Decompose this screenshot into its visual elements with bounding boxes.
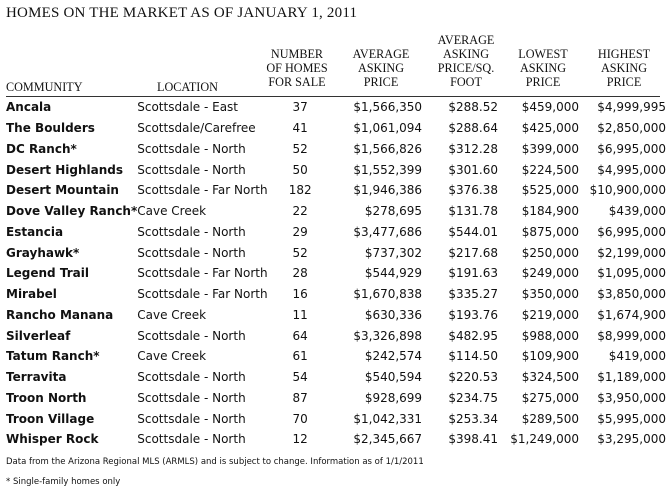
cell-high: $3,850,000 xyxy=(597,287,666,302)
table-row xyxy=(6,222,666,243)
cell-sqft: $482.95 xyxy=(448,328,499,343)
cell-location: Scottsdale - Far North xyxy=(137,183,268,198)
cell-low: $324,500 xyxy=(521,370,579,385)
cell-sqft: $193.76 xyxy=(448,307,499,322)
cell-high: $2,199,000 xyxy=(597,245,666,260)
cell-community: Terravita xyxy=(6,370,67,385)
table-row xyxy=(6,139,666,160)
table-row xyxy=(6,242,666,263)
cell-sqft: $217.68 xyxy=(448,245,499,260)
table-row xyxy=(6,97,666,118)
cell-community: Troon North xyxy=(6,390,87,405)
table-row xyxy=(6,408,666,429)
cell-low: $350,000 xyxy=(521,287,579,302)
cell-avg: $1,566,350 xyxy=(353,100,423,115)
table-row xyxy=(6,201,666,222)
cell-high: $2,850,000 xyxy=(597,121,666,136)
page-title: HOMES ON THE MARKET AS OF JANUARY 1, 2011 xyxy=(6,5,358,21)
cell-community: Ancala xyxy=(6,100,52,115)
header-community: COMMUNITY xyxy=(6,80,83,94)
cell-community: Desert Mountain xyxy=(6,183,119,198)
cell-low: $525,000 xyxy=(521,183,579,198)
cell-high: $6,995,000 xyxy=(597,141,666,156)
cell-avg: $1,670,838 xyxy=(353,287,423,302)
cell-avg: $540,594 xyxy=(364,370,423,385)
cell-community: Tatum Ranch* xyxy=(6,349,100,364)
cell-community: Silverleaf xyxy=(6,328,71,343)
footnote: * Single-family homes only xyxy=(6,477,121,487)
cell-high: $1,095,000 xyxy=(597,266,666,281)
cell-location: Scottsdale - North xyxy=(137,162,246,177)
cell-count: 11 xyxy=(292,307,308,322)
cell-count: 87 xyxy=(292,390,308,405)
cell-low: $224,500 xyxy=(521,162,579,177)
cell-high: $4,999,995 xyxy=(597,100,666,115)
cell-high: $3,295,000 xyxy=(597,432,666,447)
cell-sqft: $253.34 xyxy=(448,411,499,426)
header-count: NUMBER OF HOMES FOR SALE xyxy=(266,47,328,89)
cell-sqft: $114.50 xyxy=(448,349,499,364)
cell-count: 50 xyxy=(292,162,308,177)
table-row xyxy=(6,346,666,367)
header-location: LOCATION xyxy=(157,80,218,94)
cell-community: Estancia xyxy=(6,224,64,239)
cell-avg: $630,336 xyxy=(364,307,423,322)
cell-high: $10,900,000 xyxy=(589,183,666,198)
table-row xyxy=(6,388,666,409)
cell-high: $3,950,000 xyxy=(597,390,666,405)
cell-low: $425,000 xyxy=(521,121,579,136)
cell-low: $219,000 xyxy=(521,307,579,322)
cell-high: $1,189,000 xyxy=(597,370,666,385)
cell-community: Mirabel xyxy=(6,287,57,302)
cell-avg: $1,061,094 xyxy=(353,121,423,136)
cell-community: Whisper Rock xyxy=(6,432,99,447)
cell-avg: $242,574 xyxy=(364,349,423,364)
cell-count: 52 xyxy=(292,245,308,260)
header-price-per-sqft: AVERAGE ASKING PRICE/SQ. FOOT xyxy=(437,33,495,89)
cell-avg: $278,695 xyxy=(364,204,423,219)
cell-location: Scottsdale - North xyxy=(137,390,246,405)
table-row xyxy=(6,159,666,180)
cell-count: 70 xyxy=(292,411,308,426)
cell-avg: $1,042,331 xyxy=(353,411,423,426)
cell-community: The Boulders xyxy=(6,121,95,136)
cell-sqft: $301.60 xyxy=(448,162,499,177)
cell-count: 52 xyxy=(292,141,308,156)
cell-sqft: $544.01 xyxy=(448,224,499,239)
cell-sqft: $234.75 xyxy=(448,390,499,405)
cell-sqft: $220.53 xyxy=(448,370,499,385)
cell-location: Scottsdale - North xyxy=(137,432,246,447)
cell-low: $249,000 xyxy=(521,266,579,281)
table-row xyxy=(6,180,666,201)
cell-high: $5,995,000 xyxy=(597,411,666,426)
cell-sqft: $131.78 xyxy=(448,204,499,219)
cell-high: $419,000 xyxy=(608,349,666,364)
table-row xyxy=(6,118,666,139)
cell-low: $109,900 xyxy=(521,349,579,364)
cell-low: $988,000 xyxy=(521,328,579,343)
cell-avg: $1,552,399 xyxy=(353,162,423,177)
cell-community: Desert Highlands xyxy=(6,162,123,177)
table-row xyxy=(6,284,666,305)
cell-count: 61 xyxy=(292,349,308,364)
cell-count: 182 xyxy=(288,183,312,198)
cell-avg: $737,302 xyxy=(364,245,423,260)
cell-avg: $1,946,386 xyxy=(353,183,423,198)
cell-location: Scottsdale - North xyxy=(137,224,246,239)
cell-location: Scottsdale/Carefree xyxy=(137,121,256,136)
cell-count: 22 xyxy=(292,204,308,219)
cell-low: $184,900 xyxy=(521,204,579,219)
cell-count: 37 xyxy=(292,100,308,115)
cell-community: Grayhawk* xyxy=(6,245,80,260)
cell-count: 16 xyxy=(292,287,308,302)
cell-avg: $1,566,826 xyxy=(353,141,423,156)
cell-low: $399,000 xyxy=(521,141,579,156)
cell-location: Cave Creek xyxy=(137,204,207,219)
cell-community: Legend Trail xyxy=(6,266,89,281)
table-row xyxy=(6,367,666,388)
cell-sqft: $312.28 xyxy=(448,141,499,156)
cell-location: Scottsdale - North xyxy=(137,141,246,156)
cell-low: $459,000 xyxy=(521,100,579,115)
cell-community: DC Ranch* xyxy=(6,141,77,156)
cell-location: Scottsdale - North xyxy=(137,328,246,343)
cell-high: $1,674,900 xyxy=(597,307,666,322)
cell-count: 12 xyxy=(292,432,308,447)
cell-location: Scottsdale - Far North xyxy=(137,287,268,302)
cell-count: 54 xyxy=(292,370,308,385)
cell-high: $6,995,000 xyxy=(597,224,666,239)
cell-location: Cave Creek xyxy=(137,349,207,364)
cell-sqft: $376.38 xyxy=(448,183,499,198)
cell-sqft: $288.52 xyxy=(448,100,499,115)
cell-low: $1,249,000 xyxy=(510,432,579,447)
cell-avg: $3,477,686 xyxy=(353,224,423,239)
cell-high: $4,995,000 xyxy=(597,162,666,177)
header-highest-price: HIGHEST ASKING PRICE xyxy=(597,47,651,89)
cell-count: 29 xyxy=(292,224,308,239)
cell-low: $875,000 xyxy=(521,224,579,239)
homes-table xyxy=(6,97,666,450)
cell-avg: $544,929 xyxy=(364,266,423,281)
cell-high: $8,999,000 xyxy=(597,328,666,343)
cell-sqft: $335.27 xyxy=(448,287,499,302)
cell-high: $439,000 xyxy=(608,204,666,219)
cell-sqft: $191.63 xyxy=(448,266,499,281)
cell-community: Troon Village xyxy=(6,411,95,426)
table-row xyxy=(6,325,666,346)
cell-location: Scottsdale - Far North xyxy=(137,266,268,281)
table-row xyxy=(6,263,666,284)
cell-location: Scottsdale - North xyxy=(137,370,246,385)
cell-sqft: $288.64 xyxy=(448,121,499,136)
source-note: Data from the Arizona Regional MLS (ARMLS) and is subject to change. Information as of 1/1/2011 xyxy=(6,457,424,467)
cell-low: $250,000 xyxy=(521,245,579,260)
cell-location: Cave Creek xyxy=(137,307,207,322)
cell-avg: $3,326,898 xyxy=(353,328,423,343)
cell-count: 64 xyxy=(292,328,308,343)
cell-avg: $2,345,667 xyxy=(353,432,423,447)
header-average-price: AVERAGE ASKING PRICE xyxy=(352,47,410,89)
cell-community: Dove Valley Ranch* xyxy=(6,204,138,219)
header-lowest-price: LOWEST ASKING PRICE xyxy=(518,47,568,89)
cell-avg: $928,699 xyxy=(364,390,423,405)
cell-sqft: $398.41 xyxy=(448,432,499,447)
cell-location: Scottsdale - North xyxy=(137,411,246,426)
cell-low: $275,000 xyxy=(521,390,579,405)
cell-location: Scottsdale - East xyxy=(137,100,239,115)
cell-count: 41 xyxy=(292,121,308,136)
table-row xyxy=(6,305,666,326)
cell-count: 28 xyxy=(292,266,308,281)
cell-location: Scottsdale - North xyxy=(137,245,246,260)
table-row xyxy=(6,429,666,450)
cell-low: $289,500 xyxy=(521,411,579,426)
cell-community: Rancho Manana xyxy=(6,307,114,322)
